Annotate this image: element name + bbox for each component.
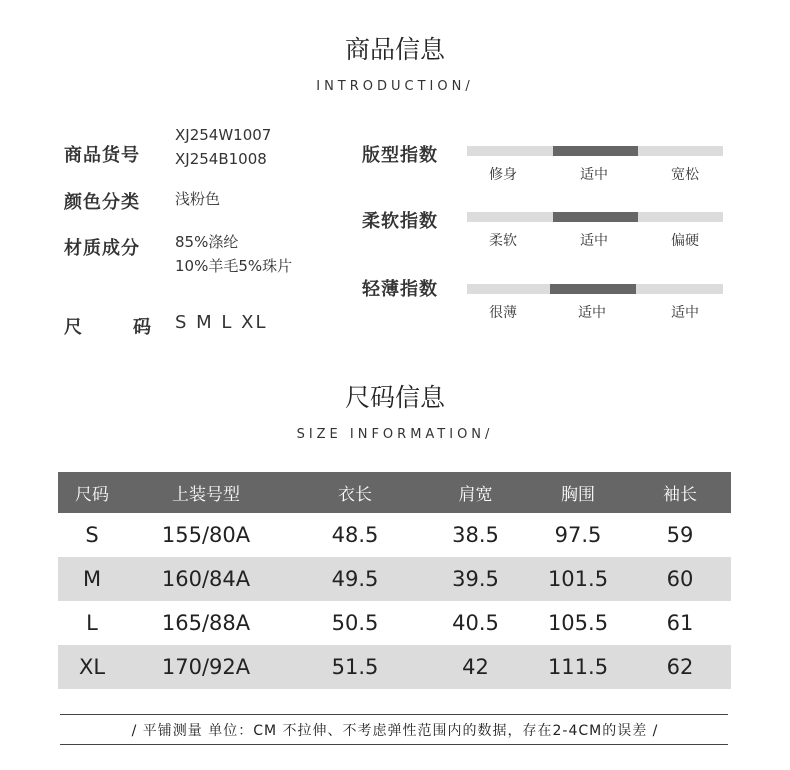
fit-index-label: 修身: [489, 167, 517, 183]
table-cell: 62: [629, 645, 731, 689]
table-row: [58, 513, 731, 557]
table-row: [58, 557, 731, 601]
material-value: 10%羊毛5%珠片: [175, 257, 293, 275]
table-cell: 51.5: [286, 645, 424, 689]
table-cell: L: [86, 611, 98, 635]
softness-index-title: 柔软指数: [362, 211, 438, 232]
size-label-char: 码: [133, 317, 152, 338]
thickness-index-bar-segment: [467, 284, 550, 294]
size-table-header: 袖长: [629, 472, 731, 513]
table-cell: 42: [424, 645, 527, 689]
fit-index-label: 适中: [580, 167, 608, 183]
size-table-header: 衣长: [286, 472, 424, 513]
thickness-index-bar-segment: [636, 284, 723, 294]
table-row: [58, 645, 731, 689]
softness-index-label: 偏硬: [671, 233, 699, 249]
table-row: [58, 601, 731, 645]
table-cell: 48.5: [331, 523, 379, 547]
thickness-index-label: 适中: [671, 305, 699, 321]
size-label-char: 尺: [64, 317, 83, 338]
softness-index-bar-selected: [553, 212, 638, 222]
table-cell: 49.5: [286, 557, 424, 601]
measurement-note: / 平铺测量 单位：CM 不拉伸、不考虑弹性范围内的数据，存在2-4CM的误差 /: [131, 723, 659, 739]
table-cell: 160/84A: [126, 557, 286, 601]
product-code-values: [175, 123, 271, 171]
table-cell: 59: [666, 523, 694, 547]
fit-index-bar-segment: [467, 146, 553, 156]
table-cell: S: [85, 523, 99, 547]
table-cell: 61: [666, 611, 694, 635]
product-code-value: XJ254B1008: [175, 150, 267, 168]
table-cell: 155/80A: [161, 523, 251, 547]
page-title: 商品信息: [344, 35, 445, 64]
size-section-subtitle: SIZE INFORMATION/: [296, 427, 494, 442]
table-cell: 40.5: [452, 611, 499, 635]
product-code-label: 商品货号: [64, 145, 140, 166]
page-subtitle: INTRODUCTION/: [316, 79, 474, 94]
product-code-value: XJ254W1007: [175, 126, 272, 144]
table-cell: M: [58, 557, 126, 601]
material-value: 85%涤纶: [175, 233, 239, 251]
fit-index-bar-segment: [638, 146, 723, 156]
size-table-header: 肩宽: [424, 472, 527, 513]
color-value: 浅粉色: [175, 190, 221, 208]
material-values: [175, 230, 292, 278]
softness-index-label: 柔软: [489, 233, 517, 249]
table-cell: 111.5: [527, 645, 629, 689]
footer-rule-top: [60, 714, 728, 715]
size-table-header: 上装号型: [126, 472, 286, 513]
table-cell: 39.5: [424, 557, 527, 601]
softness-index-bar-segment: [638, 212, 723, 222]
fit-index-bar-selected: [553, 146, 638, 156]
table-cell: XL: [58, 645, 126, 689]
size-table: [58, 472, 731, 689]
size-table-header: 尺码: [58, 472, 126, 513]
thickness-index-bar-selected: [550, 284, 636, 294]
fit-index-title: 版型指数: [362, 145, 438, 166]
material-label: 材质成分: [64, 238, 140, 259]
fit-index-label: 宽松: [671, 167, 699, 183]
table-cell: 97.5: [554, 523, 602, 547]
footer-rule-bottom: [60, 744, 728, 745]
table-cell: 165/88A: [161, 611, 251, 635]
softness-index-label: 适中: [580, 233, 608, 249]
softness-index-bar-segment: [467, 212, 553, 222]
thickness-index-label: 适中: [578, 305, 606, 321]
table-cell: 101.5: [527, 557, 629, 601]
thickness-index-label: 很薄: [489, 305, 517, 321]
size-table-header-row: [58, 472, 731, 513]
table-cell: 105.5: [547, 611, 609, 635]
table-cell: 170/92A: [126, 645, 286, 689]
size-section-title: 尺码信息: [344, 383, 445, 412]
thickness-index-title: 轻薄指数: [362, 279, 438, 300]
table-cell: 60: [629, 557, 731, 601]
size-list-value: S M L XL: [175, 312, 268, 333]
table-cell: 50.5: [331, 611, 379, 635]
table-cell: 38.5: [452, 523, 499, 547]
size-table-header: 胸围: [527, 472, 629, 513]
color-label: 颜色分类: [64, 192, 140, 213]
